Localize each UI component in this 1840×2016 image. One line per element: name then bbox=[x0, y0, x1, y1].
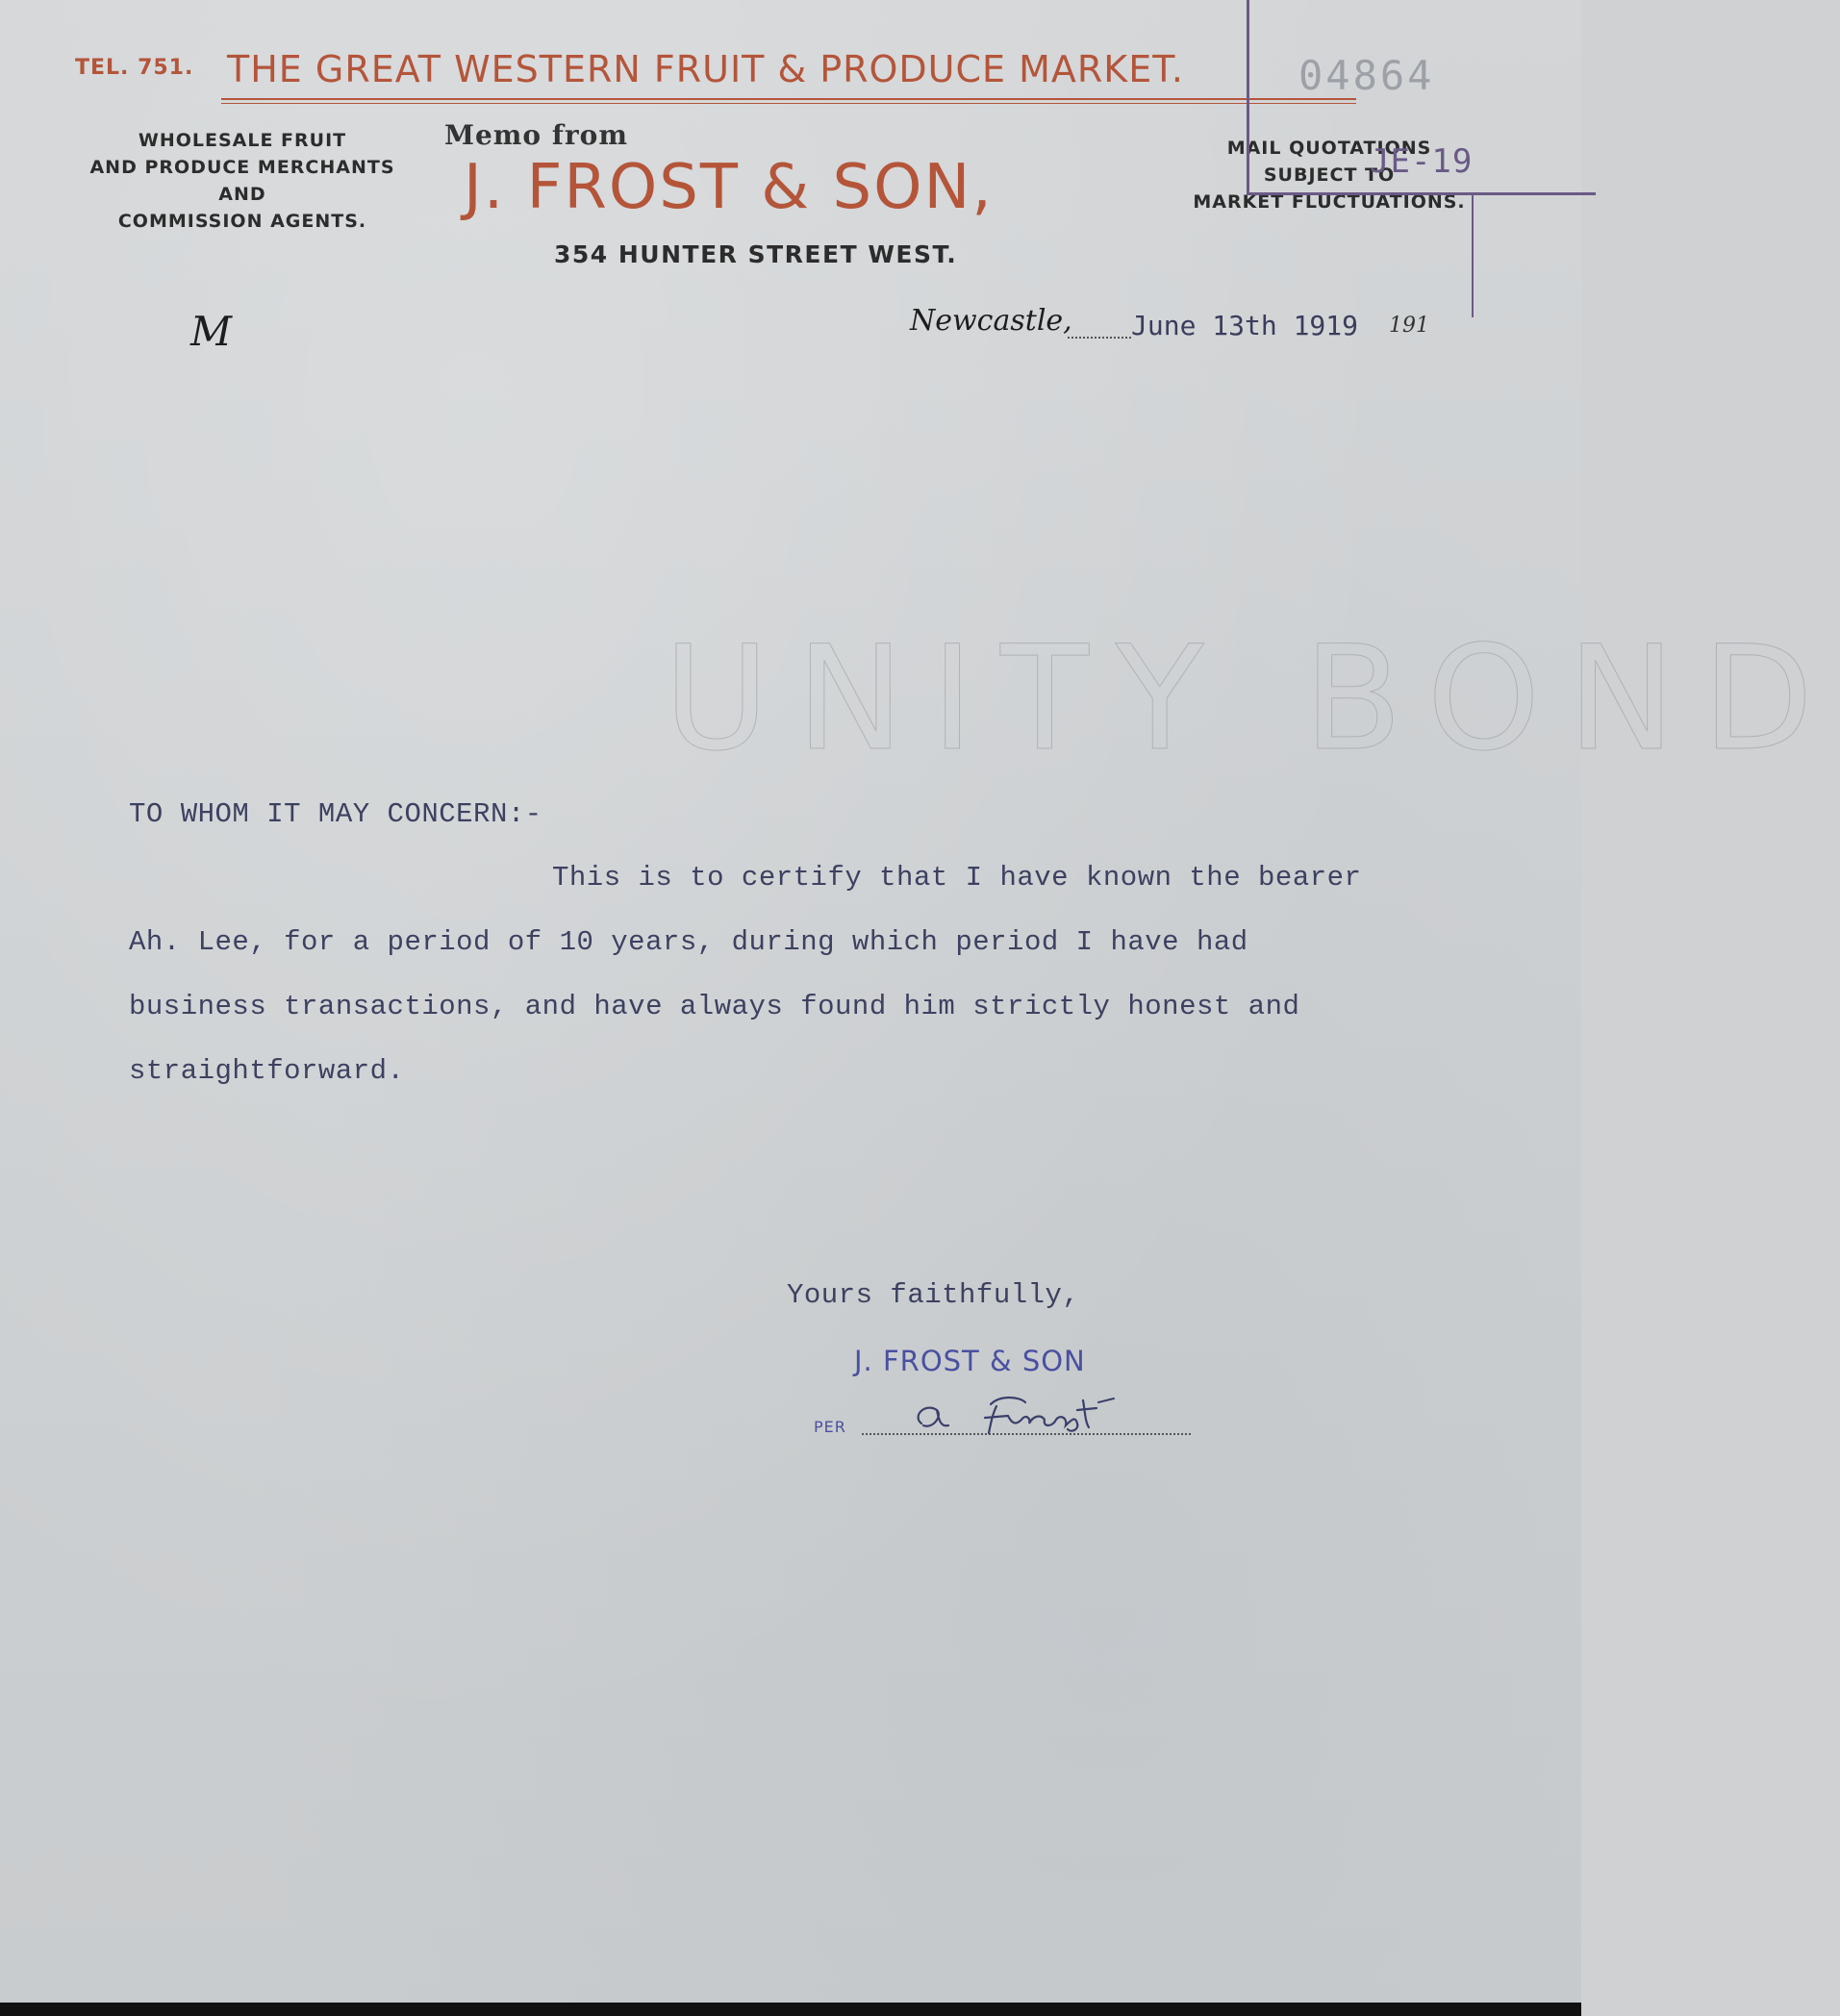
addressee: TO WHOM IT MAY CONCERN:- bbox=[129, 798, 542, 830]
company-address: 354 HUNTER STREET WEST. bbox=[554, 240, 958, 268]
business-line: WHOLESALE FRUIT bbox=[138, 130, 347, 151]
notice-line: MARKET FLUCTUATIONS. bbox=[1193, 191, 1466, 213]
business-description bbox=[60, 127, 425, 235]
handwritten-signature bbox=[908, 1381, 1197, 1449]
date-printed-suffix: 191 bbox=[1389, 314, 1429, 338]
company-signature-stamp: J. FROST & SON bbox=[854, 1345, 1086, 1377]
business-line: AND PRODUCE MERCHANTS bbox=[89, 157, 395, 178]
notice-line: SUBJECT TO bbox=[1263, 164, 1396, 186]
salutation-mark: M bbox=[190, 308, 233, 355]
letter-date: June 13th 1919 bbox=[1131, 310, 1359, 341]
stamp-line bbox=[1472, 192, 1474, 317]
title-rule bbox=[221, 98, 1356, 100]
place-name: Newcastle, bbox=[910, 304, 1072, 338]
body-line: Ah. Lee, for a period of 10 years, during which period I have had bbox=[129, 926, 1248, 958]
stamp-date: JE-19 bbox=[1370, 142, 1474, 181]
telephone-number: TEL. 751. bbox=[75, 56, 194, 80]
market-title: THE GREAT WESTERN FRUIT & PRODUCE MARKET. bbox=[227, 48, 1185, 90]
body-line: straightforward. bbox=[129, 1055, 405, 1087]
body-line: This is to certify that I have known the bearer bbox=[552, 862, 1362, 894]
valediction: Yours faithfully, bbox=[787, 1279, 1080, 1311]
notice-line: MAIL QUOTATIONS bbox=[1226, 138, 1432, 159]
date-dotted-line bbox=[1068, 337, 1131, 339]
paper-watermark: UNITY BOND bbox=[664, 616, 1840, 783]
per-label: PER bbox=[814, 1418, 846, 1436]
scan-edge bbox=[0, 2003, 1581, 2016]
company-name: J. FROST & SON, bbox=[464, 152, 994, 223]
memo-from-label: Memo from bbox=[444, 119, 628, 151]
title-rule-thin bbox=[221, 103, 1356, 104]
business-line: AND bbox=[218, 184, 266, 205]
stamp-number: 04864 bbox=[1298, 52, 1435, 99]
body-line: business transactions, and have always found him strictly honest and bbox=[129, 991, 1300, 1022]
business-line: COMMISSION AGENTS. bbox=[117, 211, 367, 232]
